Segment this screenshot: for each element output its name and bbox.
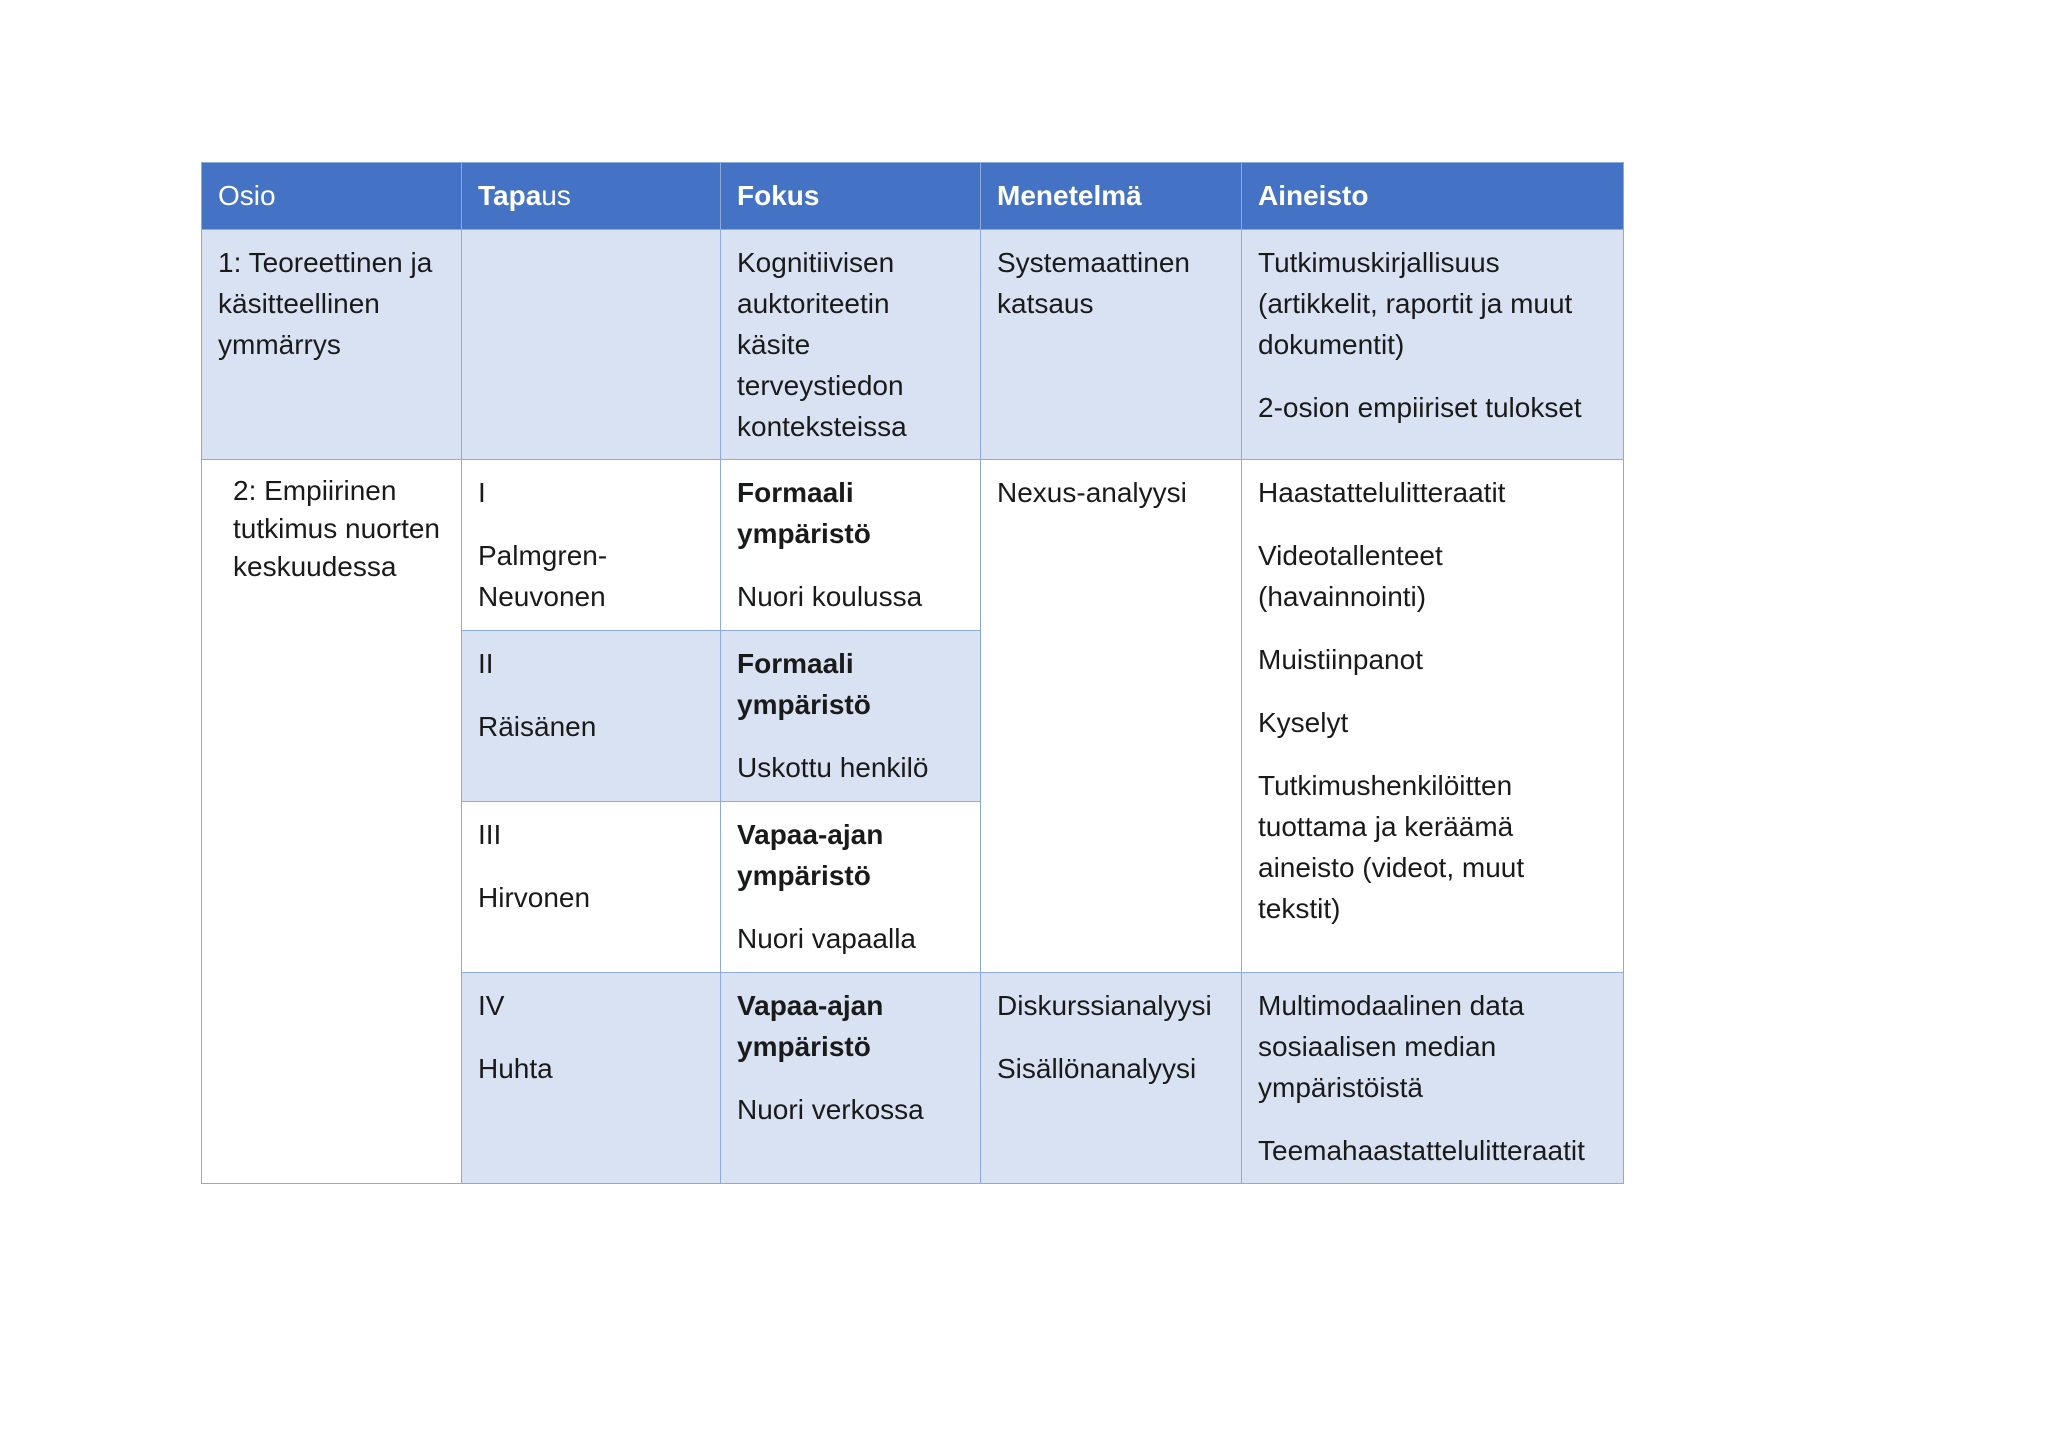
cell-tapaus-1 — [462, 230, 721, 460]
cell-menetelma-5 — [981, 973, 1242, 1184]
case-focus: Nuori koulussa — [737, 581, 923, 612]
cell-tapaus-case-2 — [462, 631, 721, 802]
method-item: Diskurssianalyysi — [997, 990, 1212, 1021]
header-menetelma: Menetelmä — [981, 163, 1242, 230]
case-name: Hirvonen — [478, 882, 591, 913]
table-row — [202, 460, 1624, 631]
aineisto-item: Teemahaastattelulitteraatit — [1258, 1135, 1585, 1166]
cell-fokus-case-4 — [721, 973, 981, 1184]
cell-fokus-1: Kognitiivisen auktoriteetin käsite terveystiedon konteksteissa — [721, 230, 981, 460]
cell-menetelma-2: Nexus-analyysi — [981, 460, 1242, 973]
cell-aineisto-5 — [1242, 973, 1624, 1184]
aineisto-item: Multimodaalinen data sosiaalisen median ympäristöistä — [1258, 990, 1525, 1103]
case-focus: Uskottu henkilö — [737, 752, 929, 783]
header-aineisto: Aineisto — [1242, 163, 1624, 230]
header-tapaus: Tapaus — [462, 163, 721, 230]
case-environment: Formaali ympäristö — [737, 648, 871, 720]
cell-aineisto-1 — [1242, 230, 1624, 460]
cell-osio-2: 2: Empiirinen tutkimus nuorten keskuudessa — [202, 460, 462, 1184]
cell-aineisto-2 — [1242, 460, 1624, 973]
cell-tapaus-case-1 — [462, 460, 721, 631]
cell-tapaus-case-3 — [462, 802, 721, 973]
cell-menetelma-1: Systemaattinen katsaus — [981, 230, 1242, 460]
aineisto-item: Haastattelulitteraatit — [1258, 477, 1506, 508]
cell-fokus-case-1 — [721, 460, 981, 631]
aineisto-item: Tutkimushenkilöitten tuottama ja keräämä aineisto (videot, muut tekstit) — [1258, 770, 1525, 924]
header-osio: Osio — [202, 163, 462, 230]
case-name: Palmgren-Neuvonen — [478, 540, 608, 612]
case-environment: Vapaa-ajan ympäristö — [737, 990, 884, 1062]
aineisto-item: Muistiinpanot — [1258, 644, 1423, 675]
case-number: I — [478, 477, 486, 508]
aineisto-item: 2-osion empiiriset tulokset — [1258, 392, 1582, 423]
cell-osio-1: 1: Teoreettinen ja käsitteellinen ymmärrys — [202, 230, 462, 460]
cell-tapaus-case-4 — [462, 973, 721, 1184]
case-name: Huhta — [478, 1053, 553, 1084]
case-name: Räisänen — [478, 711, 597, 742]
table-row — [202, 230, 1624, 460]
case-focus: Nuori vapaalla — [737, 923, 916, 954]
case-environment: Formaali ympäristö — [737, 477, 871, 549]
cell-fokus-case-3 — [721, 802, 981, 973]
case-focus: Nuori verkossa — [737, 1094, 924, 1125]
aineisto-item: Videotallenteet (havainnointi) — [1258, 540, 1443, 612]
case-number: III — [478, 819, 502, 850]
case-environment: Vapaa-ajan ympäristö — [737, 819, 884, 891]
method-item: Sisällönanalyysi — [997, 1053, 1197, 1084]
aineisto-item: Kyselyt — [1258, 707, 1349, 738]
cell-fokus-case-2 — [721, 631, 981, 802]
aineisto-item: Tutkimuskirjallisuus (artikkelit, raportit ja muut dokumentit) — [1258, 247, 1573, 360]
research-table — [201, 162, 1624, 1184]
header-fokus: Fokus — [721, 163, 981, 230]
header-row — [202, 163, 1624, 230]
case-number: II — [478, 648, 494, 679]
case-number: IV — [478, 990, 505, 1021]
